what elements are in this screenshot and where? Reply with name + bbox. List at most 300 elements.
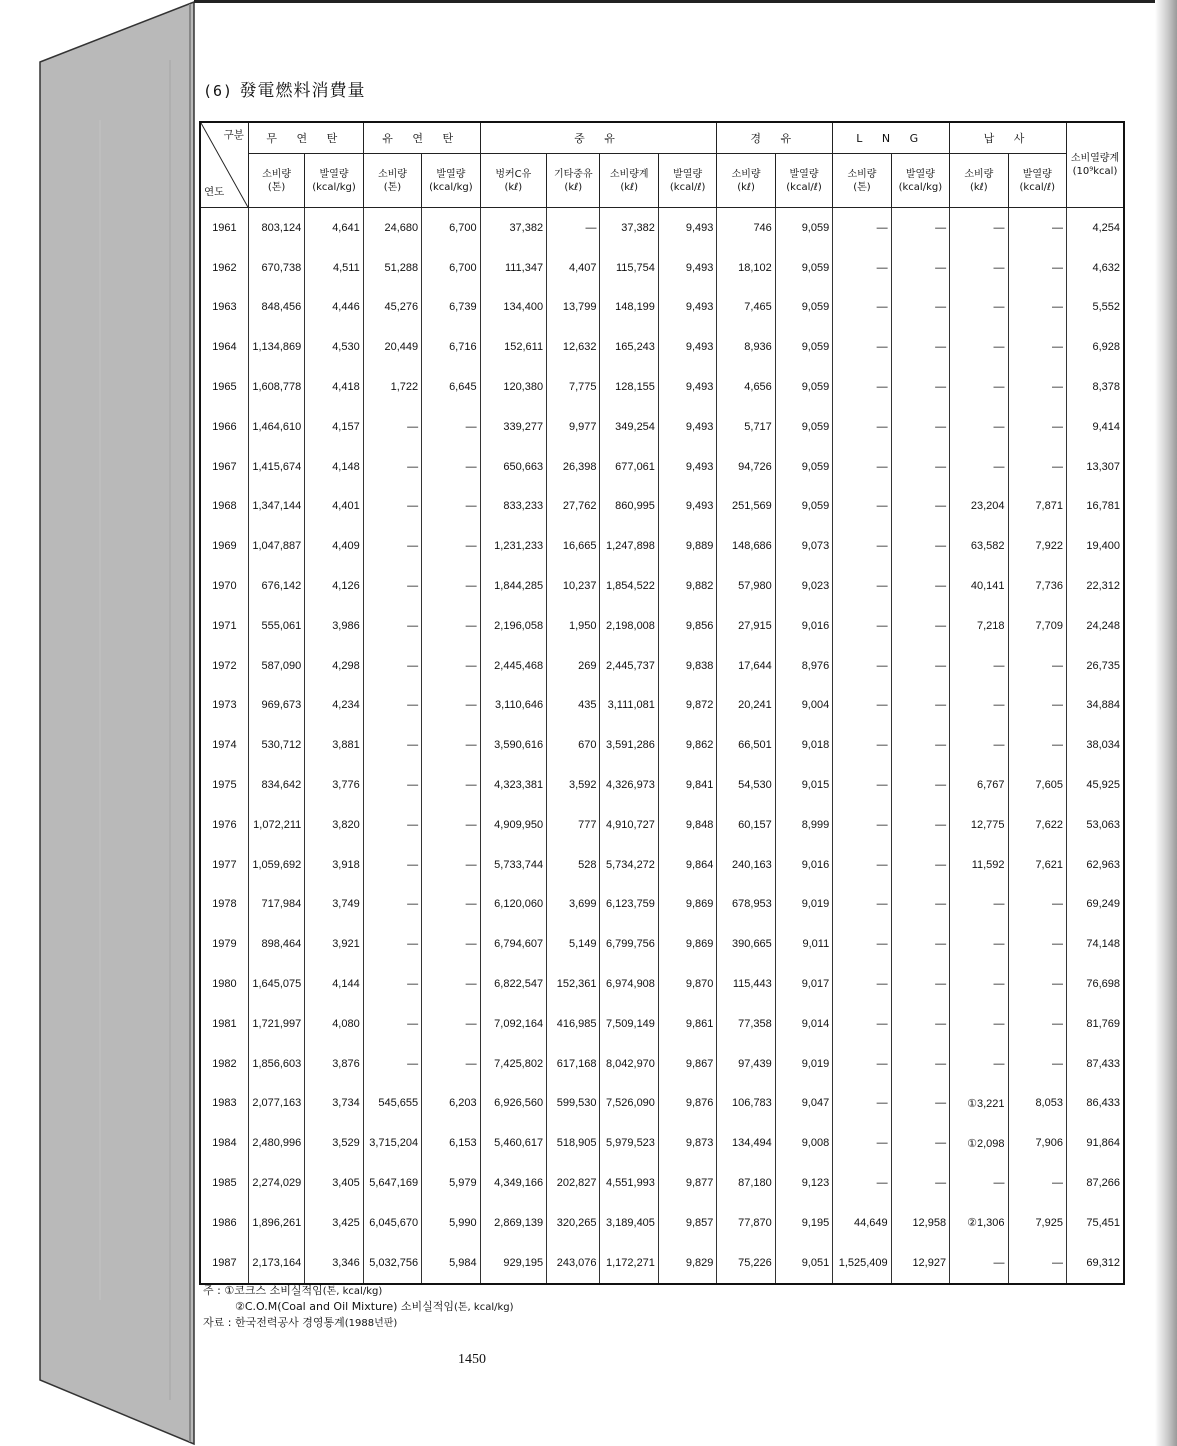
value-cell: 74,148 <box>1066 924 1124 964</box>
value-cell: — <box>363 447 421 487</box>
corner-bottom-label: 연도 <box>204 186 225 198</box>
value-cell: 4,126 <box>305 566 363 606</box>
sub-header-3 <box>422 154 480 208</box>
year-cell: 1987 <box>200 1243 248 1284</box>
value-cell: 9,019 <box>775 1044 832 1084</box>
value-cell: — <box>1008 646 1066 686</box>
value-cell: 9,059 <box>775 248 832 288</box>
value-cell: 5,032,756 <box>363 1243 421 1284</box>
year-cell: 1983 <box>200 1084 248 1124</box>
table-row <box>200 805 1124 845</box>
value-cell: 12,958 <box>891 1203 949 1243</box>
value-cell: 4,910,727 <box>600 805 658 845</box>
table-row <box>200 208 1124 248</box>
value-cell: 8,053 <box>1008 1084 1066 1124</box>
value-cell: — <box>833 487 891 527</box>
value-cell: 6,203 <box>422 1084 480 1124</box>
sub-header-label: 발열량 <box>673 168 703 180</box>
value-cell: 1,047,887 <box>248 526 304 566</box>
value-cell: 9,008 <box>775 1123 832 1163</box>
sub-header-label: 발열량 <box>905 168 935 180</box>
value-cell: — <box>891 208 949 248</box>
table-row <box>200 1243 1124 1284</box>
value-cell: 320,265 <box>547 1203 600 1243</box>
sub-header-unit: (kcal/ℓ) <box>669 181 706 193</box>
sub-header-label: 소비량 <box>262 168 292 180</box>
value-cell: — <box>1008 248 1066 288</box>
value-cell: 5,552 <box>1066 288 1124 328</box>
page-right-shadow <box>1155 0 1177 1446</box>
value-cell: 16,781 <box>1066 487 1124 527</box>
value-cell: 929,195 <box>480 1243 547 1284</box>
value-cell: 120,380 <box>480 367 547 407</box>
value-cell: — <box>363 686 421 726</box>
value-cell: — <box>1008 924 1066 964</box>
value-cell: 670,738 <box>248 248 304 288</box>
value-cell: — <box>1008 725 1066 765</box>
value-cell: 8,999 <box>775 805 832 845</box>
note-line-2 <box>203 1299 514 1315</box>
value-cell: 1,896,261 <box>248 1203 304 1243</box>
year-cell: 1964 <box>200 327 248 367</box>
value-cell: 60,157 <box>717 805 775 845</box>
page-number: 1450 <box>458 1352 486 1367</box>
value-cell: 9,882 <box>658 566 716 606</box>
value-cell: 9,873 <box>658 1123 716 1163</box>
value-cell: 34,884 <box>1066 686 1124 726</box>
value-cell: 834,642 <box>248 765 304 805</box>
value-cell: 7,736 <box>1008 566 1066 606</box>
value-cell: 555,061 <box>248 606 304 646</box>
year-cell: 1981 <box>200 1004 248 1044</box>
value-cell: 134,494 <box>717 1123 775 1163</box>
value-cell: — <box>422 885 480 925</box>
value-cell: 12,775 <box>950 805 1008 845</box>
value-cell: 4,446 <box>305 288 363 328</box>
sub-header-label: 발열량 <box>319 168 349 180</box>
page-title <box>203 76 366 101</box>
value-cell: 11,592 <box>950 845 1008 885</box>
year-cell: 1978 <box>200 885 248 925</box>
value-cell: — <box>891 964 949 1004</box>
value-cell: — <box>833 327 891 367</box>
value-cell: — <box>1008 1243 1066 1284</box>
value-cell: — <box>891 447 949 487</box>
value-cell: 4,254 <box>1066 208 1124 248</box>
value-cell: 75,226 <box>717 1243 775 1284</box>
value-cell: 1,844,285 <box>480 566 547 606</box>
value-cell: — <box>950 725 1008 765</box>
value-cell: — <box>891 1163 949 1203</box>
value-cell: 13,307 <box>1066 447 1124 487</box>
value-cell: — <box>950 1044 1008 1084</box>
value-cell: 2,198,008 <box>600 606 658 646</box>
sub-header-4 <box>480 154 547 208</box>
value-cell: 9,877 <box>658 1163 716 1203</box>
value-cell: 1,464,610 <box>248 407 304 447</box>
value-cell: — <box>833 765 891 805</box>
value-cell: — <box>833 367 891 407</box>
table-row <box>200 765 1124 805</box>
value-cell: — <box>833 1123 891 1163</box>
sub-header-label: 소비량 <box>731 168 761 180</box>
value-cell: 76,698 <box>1066 964 1124 1004</box>
value-cell: — <box>422 447 480 487</box>
value-cell: 7,922 <box>1008 526 1066 566</box>
table-row <box>200 1044 1124 1084</box>
value-cell: — <box>950 407 1008 447</box>
value-cell: 269 <box>547 646 600 686</box>
value-cell: — <box>950 447 1008 487</box>
value-cell: 106,783 <box>717 1084 775 1124</box>
value-cell: — <box>1008 964 1066 1004</box>
value-cell: 1,854,522 <box>600 566 658 606</box>
value-cell: 9,493 <box>658 208 716 248</box>
value-cell: 9,872 <box>658 686 716 726</box>
table-row <box>200 1203 1124 1243</box>
value-cell: 27,762 <box>547 487 600 527</box>
year-cell: 1965 <box>200 367 248 407</box>
value-cell: 202,827 <box>547 1163 600 1203</box>
value-cell: 45,276 <box>363 288 421 328</box>
value-cell: — <box>891 1084 949 1124</box>
value-cell: — <box>363 1004 421 1044</box>
value-cell: — <box>950 288 1008 328</box>
value-cell: 8,936 <box>717 327 775 367</box>
year-cell: 1972 <box>200 646 248 686</box>
sub-header-5 <box>547 154 600 208</box>
value-cell: 435 <box>547 686 600 726</box>
value-cell: — <box>891 367 949 407</box>
sub-header-unit: (톤) <box>853 181 871 193</box>
value-cell: — <box>833 248 891 288</box>
value-cell: 6,123,759 <box>600 885 658 925</box>
value-cell: 4,511 <box>305 248 363 288</box>
value-cell: 9,123 <box>775 1163 832 1203</box>
value-cell: — <box>363 964 421 1004</box>
value-cell: 2,173,164 <box>248 1243 304 1284</box>
value-cell: 3,346 <box>305 1243 363 1284</box>
fuel-consumption-table <box>199 121 1125 1285</box>
value-cell: 1,072,211 <box>248 805 304 845</box>
value-cell: 9,059 <box>775 208 832 248</box>
value-cell: ①2,098 <box>950 1123 1008 1163</box>
value-cell: 6,767 <box>950 765 1008 805</box>
table-row <box>200 646 1124 686</box>
value-cell: 898,464 <box>248 924 304 964</box>
value-cell: — <box>950 1243 1008 1284</box>
value-cell: 77,358 <box>717 1004 775 1044</box>
year-cell: 1974 <box>200 725 248 765</box>
value-cell: — <box>950 964 1008 1004</box>
value-cell: 16,665 <box>547 526 600 566</box>
value-cell: 111,347 <box>480 248 547 288</box>
header-total <box>1066 122 1124 208</box>
sub-header-unit: (kcal/kg) <box>312 181 356 193</box>
value-cell: 9,059 <box>775 327 832 367</box>
value-cell: 5,733,744 <box>480 845 547 885</box>
value-cell: 1,608,778 <box>248 367 304 407</box>
sub-header-10 <box>833 154 891 208</box>
value-cell: 9,059 <box>775 288 832 328</box>
value-cell: 9,019 <box>775 885 832 925</box>
value-cell: 6,926,560 <box>480 1084 547 1124</box>
value-cell: 9,059 <box>775 367 832 407</box>
value-cell: 7,465 <box>717 288 775 328</box>
value-cell: 518,905 <box>547 1123 600 1163</box>
value-cell: — <box>422 646 480 686</box>
year-cell: 1982 <box>200 1044 248 1084</box>
value-cell: 6,822,547 <box>480 964 547 1004</box>
value-cell: — <box>891 1044 949 1084</box>
year-cell: 1977 <box>200 845 248 885</box>
value-cell: — <box>833 407 891 447</box>
value-cell: 3,749 <box>305 885 363 925</box>
value-cell: 1,059,692 <box>248 845 304 885</box>
header-sub-row <box>200 154 1124 208</box>
value-cell: 9,864 <box>658 845 716 885</box>
table-row <box>200 606 1124 646</box>
value-cell: 77,870 <box>717 1203 775 1243</box>
table-body <box>200 208 1124 1284</box>
value-cell: — <box>422 845 480 885</box>
sub-header-11 <box>891 154 949 208</box>
value-cell: 9,889 <box>658 526 716 566</box>
value-cell: 617,168 <box>547 1044 600 1084</box>
value-cell: 1,645,075 <box>248 964 304 1004</box>
value-cell: 9,073 <box>775 526 832 566</box>
value-cell: 6,700 <box>422 208 480 248</box>
value-cell: 19,400 <box>1066 526 1124 566</box>
value-cell: 9,829 <box>658 1243 716 1284</box>
value-cell: 115,754 <box>600 248 658 288</box>
value-cell: 3,881 <box>305 725 363 765</box>
sub-header-13 <box>1008 154 1066 208</box>
value-cell: 3,189,405 <box>600 1203 658 1243</box>
value-cell: — <box>547 208 600 248</box>
value-cell: 7,871 <box>1008 487 1066 527</box>
year-cell: 1984 <box>200 1123 248 1163</box>
value-cell: 3,776 <box>305 765 363 805</box>
sub-header-unit: (kℓ) <box>620 181 639 193</box>
value-cell: 2,077,163 <box>248 1084 304 1124</box>
value-cell: 87,180 <box>717 1163 775 1203</box>
value-cell: 7,622 <box>1008 805 1066 845</box>
value-cell: 4,641 <box>305 208 363 248</box>
sub-header-unit: (kℓ) <box>969 181 988 193</box>
value-cell: 7,509,149 <box>600 1004 658 1044</box>
value-cell: 3,590,616 <box>480 725 547 765</box>
value-cell: — <box>363 566 421 606</box>
value-cell: — <box>422 765 480 805</box>
value-cell: 1,721,997 <box>248 1004 304 1044</box>
note-line-1 <box>203 1283 514 1299</box>
value-cell: — <box>833 1163 891 1203</box>
value-cell: — <box>363 606 421 646</box>
value-cell: — <box>833 805 891 845</box>
value-cell: 115,443 <box>717 964 775 1004</box>
value-cell: 3,529 <box>305 1123 363 1163</box>
value-cell: 9,493 <box>658 407 716 447</box>
value-cell: 165,243 <box>600 327 658 367</box>
value-cell: 7,621 <box>1008 845 1066 885</box>
value-cell: 9,011 <box>775 924 832 964</box>
value-cell: — <box>363 765 421 805</box>
sub-header-label: 소비량 <box>847 168 877 180</box>
value-cell: — <box>363 885 421 925</box>
sub-header-6 <box>600 154 658 208</box>
group-lng: L N G <box>833 122 950 154</box>
sub-header-unit: (kcal/kg) <box>429 181 473 193</box>
value-cell: — <box>422 686 480 726</box>
value-cell: — <box>891 566 949 606</box>
value-cell: 7,425,802 <box>480 1044 547 1084</box>
value-cell: 75,451 <box>1066 1203 1124 1243</box>
value-cell: 23,204 <box>950 487 1008 527</box>
value-cell: 9,017 <box>775 964 832 1004</box>
value-cell: 3,876 <box>305 1044 363 1084</box>
value-cell: — <box>363 805 421 845</box>
value-cell: 2,445,468 <box>480 646 547 686</box>
value-cell: 3,110,646 <box>480 686 547 726</box>
year-cell: 1976 <box>200 805 248 845</box>
value-cell: — <box>363 845 421 885</box>
value-cell: — <box>833 1044 891 1084</box>
value-cell: 54,530 <box>717 765 775 805</box>
value-cell: ②1,306 <box>950 1203 1008 1243</box>
value-cell: 26,398 <box>547 447 600 487</box>
value-cell: — <box>422 566 480 606</box>
value-cell: 5,647,169 <box>363 1163 421 1203</box>
value-cell: 4,418 <box>305 367 363 407</box>
sub-header-unit: (톤) <box>267 181 286 193</box>
book-spine-edge <box>0 0 200 1446</box>
value-cell: — <box>1008 208 1066 248</box>
sub-header-7 <box>658 154 716 208</box>
value-cell: 2,196,058 <box>480 606 547 646</box>
corner-top-label: 구분 <box>223 129 244 141</box>
value-cell: — <box>833 964 891 1004</box>
value-cell: 1,172,271 <box>600 1243 658 1284</box>
value-cell: 243,076 <box>547 1243 600 1284</box>
value-cell: 5,460,617 <box>480 1123 547 1163</box>
value-cell: 9,870 <box>658 964 716 1004</box>
value-cell: 4,409 <box>305 526 363 566</box>
value-cell: 3,591,286 <box>600 725 658 765</box>
value-cell: 3,405 <box>305 1163 363 1203</box>
value-cell: 3,918 <box>305 845 363 885</box>
value-cell: — <box>950 686 1008 726</box>
value-cell: 3,111,081 <box>600 686 658 726</box>
year-cell: 1968 <box>200 487 248 527</box>
value-cell: — <box>363 407 421 447</box>
value-cell: 545,655 <box>363 1084 421 1124</box>
value-cell: 676,142 <box>248 566 304 606</box>
sub-header-unit: (톤) <box>383 181 402 193</box>
value-cell: — <box>1008 1163 1066 1203</box>
value-cell: — <box>833 208 891 248</box>
value-cell: — <box>891 765 949 805</box>
value-cell: 37,382 <box>480 208 547 248</box>
value-cell: 37,382 <box>600 208 658 248</box>
value-cell: 57,980 <box>717 566 775 606</box>
value-cell: 1,231,233 <box>480 526 547 566</box>
value-cell: 677,061 <box>600 447 658 487</box>
value-cell: — <box>891 805 949 845</box>
sub-header-label: 발열량 <box>1022 168 1052 180</box>
value-cell: 6,045,670 <box>363 1203 421 1243</box>
value-cell: 650,663 <box>480 447 547 487</box>
value-cell: 9,059 <box>775 447 832 487</box>
value-cell: 7,526,090 <box>600 1084 658 1124</box>
value-cell: 18,102 <box>717 248 775 288</box>
value-cell: 528 <box>547 845 600 885</box>
value-cell: — <box>833 566 891 606</box>
value-cell: — <box>422 1044 480 1084</box>
value-cell: — <box>1008 367 1066 407</box>
value-cell: 9,493 <box>658 367 716 407</box>
sub-header-1 <box>305 154 363 208</box>
value-cell: 7,218 <box>950 606 1008 646</box>
value-cell: — <box>422 606 480 646</box>
value-cell: 9,848 <box>658 805 716 845</box>
value-cell: 2,869,139 <box>480 1203 547 1243</box>
value-cell: ①3,221 <box>950 1084 1008 1124</box>
value-cell: — <box>950 924 1008 964</box>
table-row <box>200 248 1124 288</box>
value-cell: — <box>363 1044 421 1084</box>
value-cell: 251,569 <box>717 487 775 527</box>
value-cell: 5,149 <box>547 924 600 964</box>
value-cell: — <box>833 1084 891 1124</box>
value-cell: 2,480,996 <box>248 1123 304 1163</box>
group-bituminous: 유 연 탄 <box>363 122 480 154</box>
table-row <box>200 288 1124 328</box>
value-cell: — <box>422 487 480 527</box>
sub-header-label: 발열량 <box>789 168 819 180</box>
value-cell: 9,493 <box>658 327 716 367</box>
value-cell: 9,869 <box>658 885 716 925</box>
value-cell: 5,717 <box>717 407 775 447</box>
value-cell: 69,249 <box>1066 885 1124 925</box>
value-cell: 390,665 <box>717 924 775 964</box>
value-cell: 1,247,898 <box>600 526 658 566</box>
year-cell: 1980 <box>200 964 248 1004</box>
year-cell: 1962 <box>200 248 248 288</box>
value-cell: 4,551,993 <box>600 1163 658 1203</box>
value-cell: 4,326,973 <box>600 765 658 805</box>
value-cell: 9,014 <box>775 1004 832 1044</box>
value-cell: 3,699 <box>547 885 600 925</box>
value-cell: 27,915 <box>717 606 775 646</box>
total-label: 소비열량계 <box>1070 153 1120 164</box>
group-naphtha: 납 사 <box>950 122 1067 154</box>
value-cell: 9,493 <box>658 248 716 288</box>
value-cell: — <box>833 288 891 328</box>
source-line <box>203 1315 514 1331</box>
value-cell: 2,445,737 <box>600 646 658 686</box>
value-cell: 6,120,060 <box>480 885 547 925</box>
value-cell: — <box>1008 407 1066 447</box>
value-cell: 12,632 <box>547 327 600 367</box>
note-2: ②C.O.M(Coal and Oil Mixture) 소비실적임 <box>235 1300 454 1313</box>
table-row <box>200 447 1124 487</box>
value-cell: — <box>950 327 1008 367</box>
value-cell: 20,241 <box>717 686 775 726</box>
value-cell: 5,990 <box>422 1203 480 1243</box>
sub-header-0 <box>248 154 304 208</box>
value-cell: 9,015 <box>775 765 832 805</box>
